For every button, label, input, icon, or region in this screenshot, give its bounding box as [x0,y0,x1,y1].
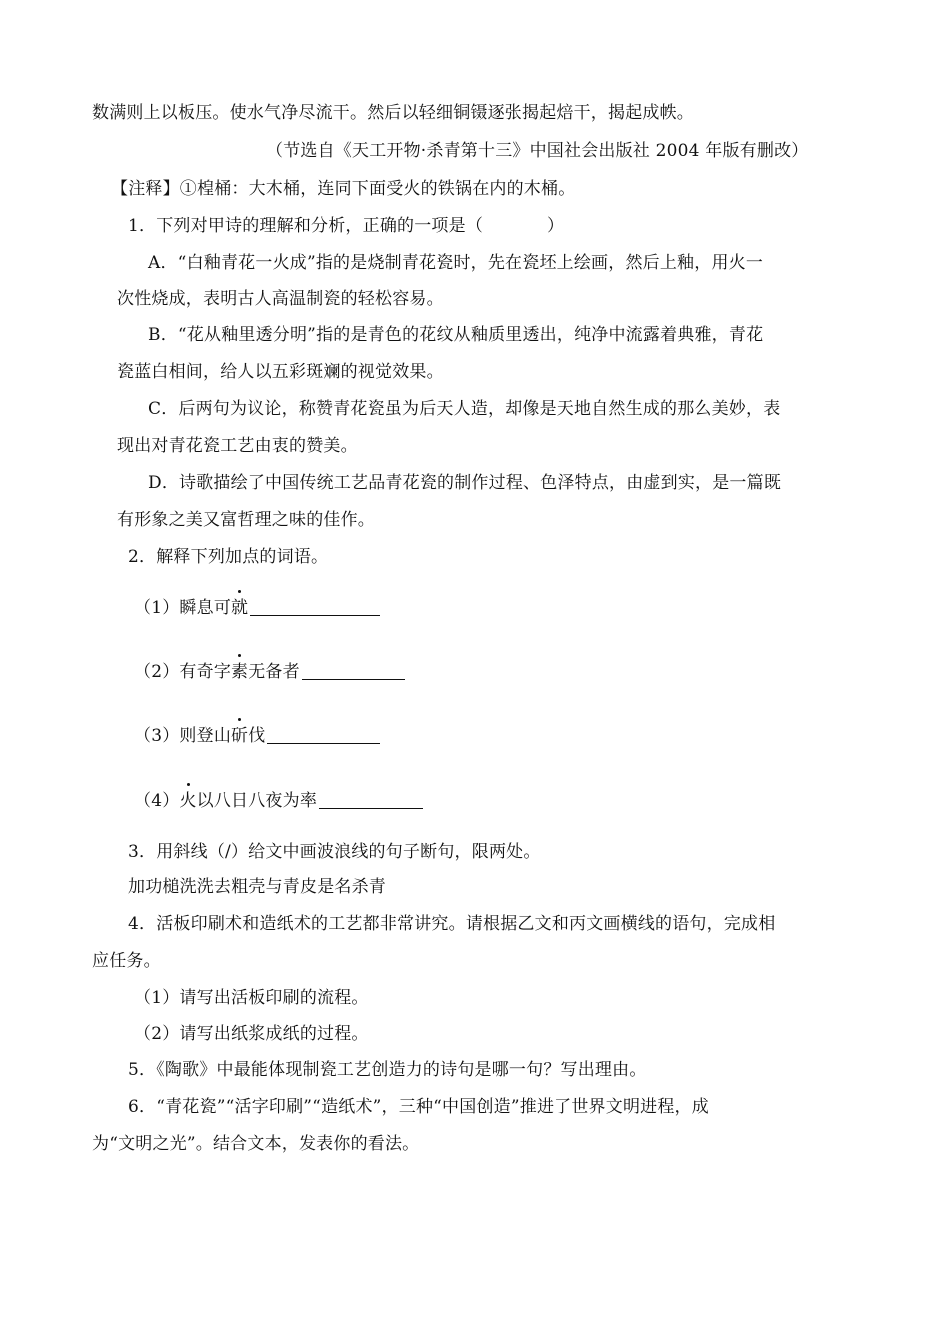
item-1-prefix: （1）瞬息可 [134,598,232,618]
item-4-suffix: 以八日八夜为率 [196,791,318,811]
item-2-dotted-word: 素 [231,662,249,682]
question-4-stem-line-2: 应任务。 [92,951,161,971]
option-a-line-2: 次性烧成，表明古人高温制瓷的轻松容易。 [117,289,444,309]
item-4-prefix: （4） [134,791,180,811]
question-3-sentence: 加功槌洗洗去粗壳与青皮是名杀青 [128,877,386,897]
question-2-stem: 2．解释下列加点的词语。 [128,547,329,567]
option-c-line-2: 现出对青花瓷工艺由衷的赞美。 [117,436,358,456]
item-2-suffix: 无备者 [248,662,300,682]
question-3-stem: 3．用斜线（/）给文中画波浪线的句子断句，限两处。 [128,842,541,862]
item-1-answer-line[interactable] [250,597,380,616]
item-3-prefix: （3）则登山 [134,726,232,746]
question-2-item-2 [134,660,405,684]
question-6-stem-line-1: 6．“青花瓷”“活字印刷”“造纸术”，三种“中国创造”推进了世界文明进程，成 [128,1097,709,1117]
option-d-line-2: 有形象之美又富哲理之味的佳作。 [117,510,375,530]
question-6-stem-line-2: 为“文明之光”。结合文本，发表你的看法。 [92,1134,420,1154]
item-3-suffix: 伐 [248,726,266,746]
item-1-dotted-word: 就 [231,598,249,618]
question-2-item-3 [134,724,380,748]
source-citation: （节选自《天工开物·杀青第十三》中国社会出版社 2004 年版有删改） [266,141,809,161]
item-2-answer-line[interactable] [302,661,405,680]
question-1-stem [128,214,564,238]
item-2-prefix: （2）有奇字 [134,662,232,682]
option-b-line-2: 瓷蓝白相间，给人以五彩斑斓的视觉效果。 [117,362,444,382]
question-4-stem-line-1: 4．活板印刷术和造纸术的工艺都非常讲究。请根据乙文和丙文画横线的语句，完成相 [128,914,776,934]
question-2-item-4 [134,789,423,813]
option-b-line-1: B．“花从釉里透分明”指的是青色的花纹从釉质里透出，纯净中流露着典雅，青花 [148,325,764,345]
question-1-stem-text: 1．下列对甲诗的理解和分析，正确的一项是（ [128,216,484,236]
question-4-sub-1: （1）请写出活板印刷的流程。 [134,988,369,1008]
option-a-line-1: A．“白釉青花一火成”指的是烧制青花瓷时，先在瓷坯上绘画，然后上釉，用火一 [148,253,764,273]
passage-continuation: 数满则上以板压。使水气净尽流干。然后以轻细铜镊逐张揭起焙干，揭起成帙。 [92,103,694,123]
item-4-dotted-word: 火 [179,791,197,811]
question-4-sub-2: （2）请写出纸浆成纸的过程。 [134,1024,369,1044]
question-2-item-1 [134,596,380,620]
question-5-stem: 5．《陶歌》中最能体现制瓷工艺创造力的诗句是哪一句？写出理由。 [128,1060,647,1080]
item-3-dotted-word: 斫 [231,726,249,746]
item-4-answer-line[interactable] [319,790,423,809]
annotation-note: 【注释】①楻桶：大木桶，连同下面受火的铁锅在内的木桶。 [111,179,576,199]
option-c-line-1: C．后两句为议论，称赞青花瓷虽为后天人造，却像是天地自然生成的那么美妙，表 [148,399,781,419]
option-d-line-1: D．诗歌描绘了中国传统工艺品青花瓷的制作过程、色泽特点，由虚到实，是一篇既 [148,473,782,493]
question-1-stem-close: ） [547,216,565,236]
item-3-answer-line[interactable] [267,725,380,744]
